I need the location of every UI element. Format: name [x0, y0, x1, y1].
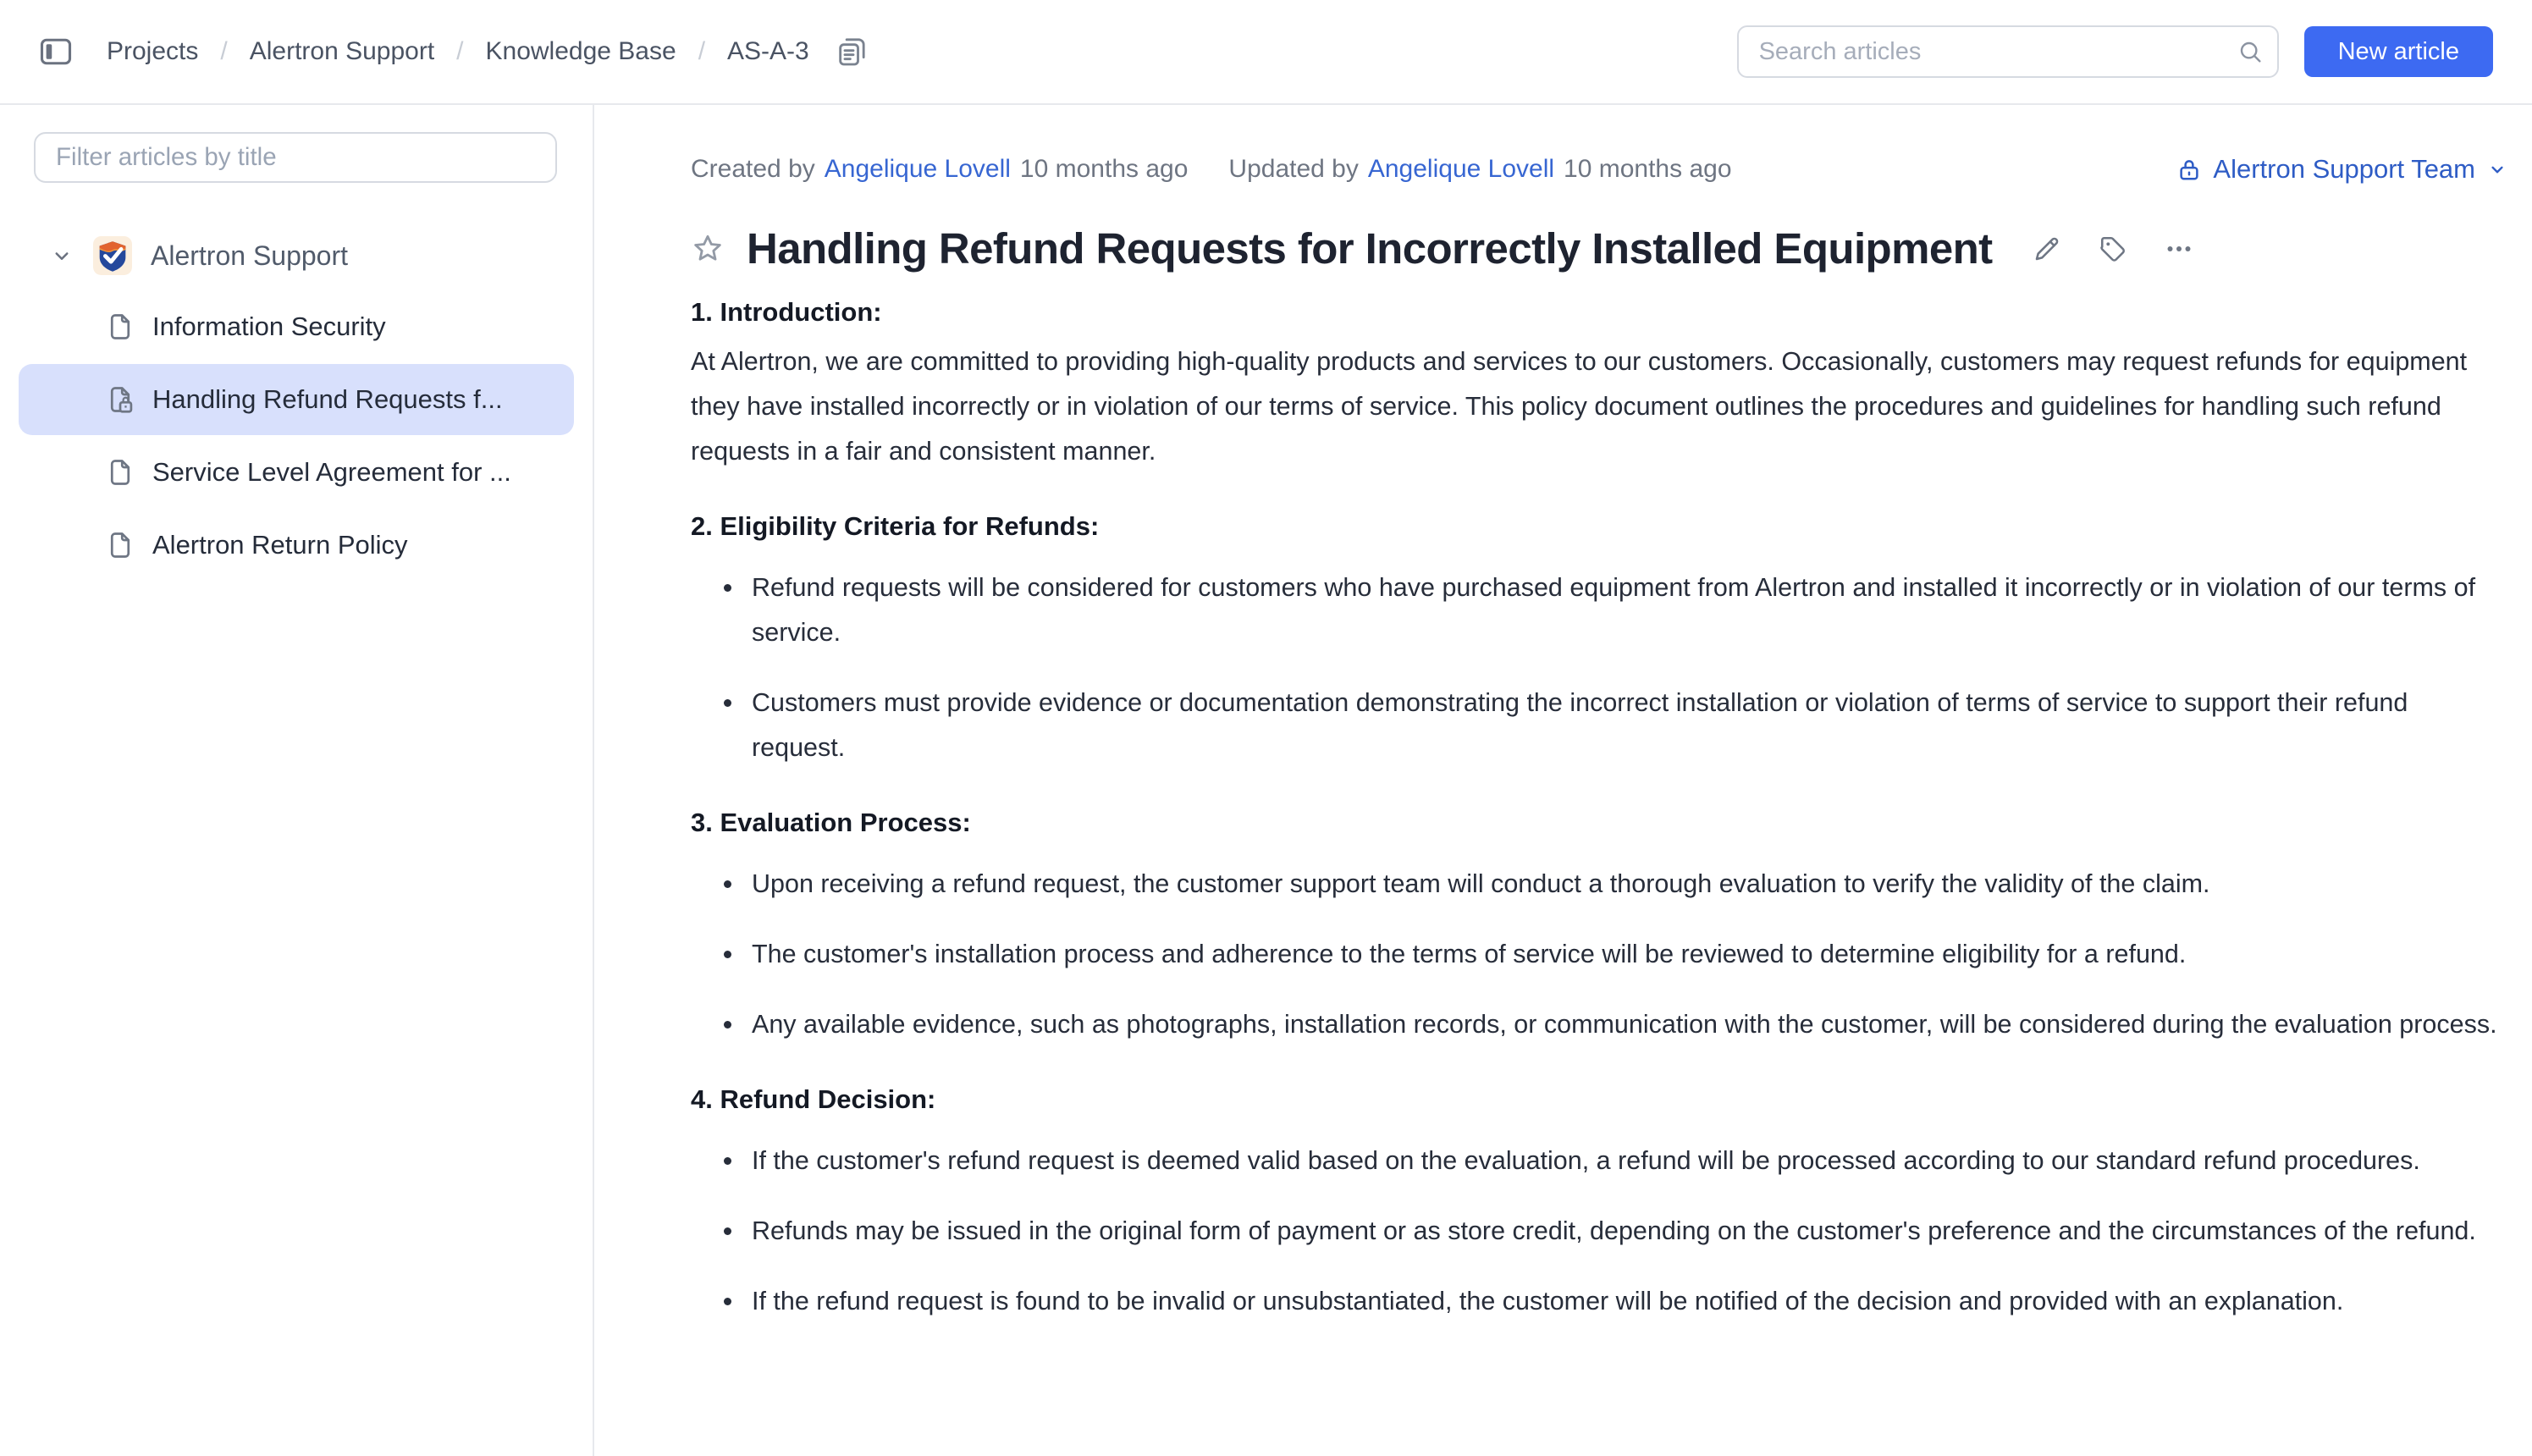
bullet-item: • Upon receiving a refund request, the customer support team will conduct a thorough evaluation to verify the validity of the claim. [745, 862, 2508, 907]
bullet-item: • Customers must provide evidence or documentation demonstrating the incorrect installation or violation of terms of service to support their refund request. [745, 681, 2508, 770]
favorite-star-icon[interactable] [691, 232, 725, 266]
filter-articles-input[interactable] [34, 132, 557, 183]
sidebar-item-handling-refund-requests[interactable] [19, 364, 574, 435]
bullet-item: • Any available evidence, such as photographs, installation records, or communication with the customer, will be considered during the evaluation process. [745, 1002, 2508, 1047]
section-bullet-list [691, 565, 2508, 770]
breadcrumb-knowledge-base[interactable]: Knowledge Base [485, 37, 676, 65]
article-actions [2032, 234, 2194, 264]
search-box [1737, 25, 2279, 78]
section-heading: 4. Refund Decision: [691, 1084, 936, 1114]
breadcrumb [37, 33, 869, 70]
tag-icon[interactable] [2098, 234, 2128, 264]
article-title-row [691, 223, 2508, 273]
created-meta [691, 155, 1188, 184]
page-icon [105, 457, 135, 488]
edit-pencil-icon[interactable] [2032, 234, 2062, 264]
chevron-down-icon [2486, 158, 2508, 180]
sidebar-item-service-level-agreement[interactable] [19, 437, 574, 508]
lock-icon [2176, 157, 2202, 182]
bullet-item: • Refunds may be issued in the original form of payment or as store credit, depending on the customer's preference and the circumstances of the refund. [745, 1209, 2508, 1254]
sidebar-item-label: Information Security [152, 312, 386, 341]
section-paragraph: At Alertron, we are committed to providing high-quality products and services to our customers. Occasionally, customers may request refunds for equipment they have installed incorrectly or in violation of our terms of service. This policy document outlines the procedures and guidelines for handling such refund requests in a fair and consistent manner. [691, 347, 2468, 466]
section-heading: 1. Introduction: [691, 297, 882, 327]
article-meta-row [691, 154, 2508, 185]
copy-id-icon[interactable] [835, 35, 869, 69]
breadcrumb-separator: / [698, 37, 706, 65]
articles-tree [0, 222, 593, 581]
page-lock-icon [105, 384, 135, 415]
top-bar [0, 0, 2532, 105]
team-label: Alertron Support Team [2213, 154, 2475, 184]
article-body [691, 297, 2508, 1324]
search-input[interactable] [1737, 25, 2279, 78]
bullet-item: • If the refund request is found to be invalid or unsubstantiated, the customer will be notified of the decision and provided with an explanation. [745, 1279, 2508, 1324]
created-author-link[interactable]: Angelique Lovell [824, 155, 1011, 183]
search-icon[interactable] [2237, 38, 2264, 65]
topbar-actions [1737, 25, 2493, 78]
new-article-button[interactable]: New article [2304, 26, 2493, 77]
breadcrumb-project-name[interactable]: Alertron Support [249, 37, 435, 65]
section-bullet-list [691, 1139, 2508, 1324]
created-label: Created by [691, 155, 815, 183]
sidebar-item-label: Handling Refund Requests f... [152, 384, 503, 414]
updated-meta [1228, 155, 1731, 184]
breadcrumb-projects[interactable]: Projects [107, 37, 199, 65]
breadcrumb-separator: / [456, 37, 464, 65]
breadcrumb-separator: / [220, 37, 228, 65]
updated-ago: 10 months ago [1564, 155, 1732, 183]
article-title: Handling Refund Requests for Incorrectly Installed Equipment [747, 224, 1993, 273]
project-logo-shield-icon [93, 236, 132, 275]
tree-root-label: Alertron Support [151, 240, 349, 271]
section-bullet-list [691, 862, 2508, 1047]
updated-author-link[interactable]: Angelique Lovell [1367, 155, 1555, 183]
sidebar-item-label: Service Level Agreement for ... [152, 457, 511, 487]
created-ago: 10 months ago [1019, 155, 1189, 183]
updated-label: Updated by [1228, 155, 1359, 183]
more-options-ellipsis-icon[interactable] [2164, 234, 2194, 264]
sidebar-item-label: Alertron Return Policy [152, 530, 408, 560]
sidebar-item-information-security[interactable] [19, 291, 574, 362]
breadcrumb-article-id: AS-A-3 [727, 37, 809, 65]
bullet-item: • The customer's installation process and adherence to the terms of service will be reviewed to determine eligibility for a refund. [745, 932, 2508, 977]
sidebar-item-alertron-return-policy[interactable] [19, 510, 574, 581]
section-heading: 3. Evaluation Process: [691, 808, 971, 837]
bullet-item: • Refund requests will be considered for customers who have purchased equipment from Alertron and installed it incorrectly or in violation of our terms of service. [745, 565, 2508, 655]
section-heading: 2. Eligibility Criteria for Refunds: [691, 511, 1100, 541]
tree-root-alertron-support[interactable] [0, 222, 593, 290]
sidebar-toggle-icon[interactable] [37, 33, 74, 70]
page-icon [105, 312, 135, 342]
bullet-item: • If the customer's refund request is deemed valid based on the evaluation, a refund will be processed according to our standard refund procedures. [745, 1139, 2508, 1183]
team-access-dropdown[interactable] [2176, 154, 2508, 185]
article-view [594, 105, 2532, 1456]
page-icon [105, 530, 135, 560]
articles-sidebar [0, 105, 594, 1456]
chevron-down-icon[interactable] [49, 243, 74, 268]
